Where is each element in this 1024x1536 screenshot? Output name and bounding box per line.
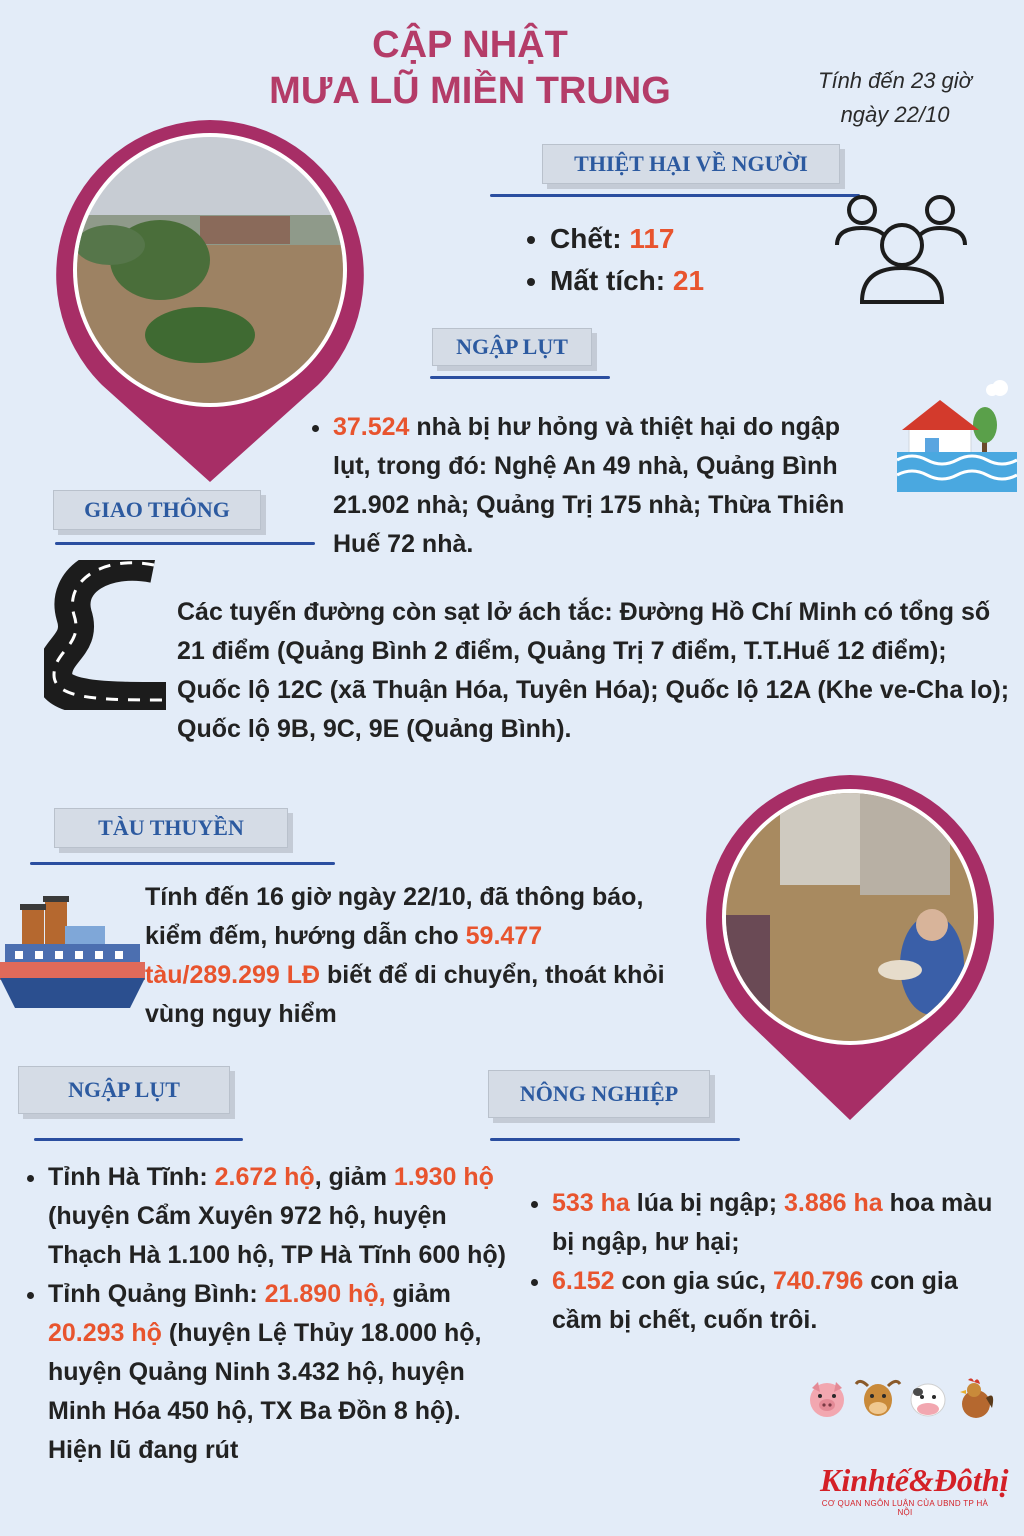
title-line-2: MƯA LŨ MIỀN TRUNG <box>269 70 671 112</box>
tag-underline <box>490 1138 740 1141</box>
missing-value: 21 <box>672 265 705 296</box>
ngap-lut-2-list <box>20 1158 510 1470</box>
tag-underline <box>490 194 860 197</box>
giao-thong-text: Các tuyến đường còn sạt lở ách tắc: Đường Hồ Chí Minh có tổng số 21 điểm (Quảng Bình 2 điểm, Quảng Trị 7 điểm, T.T.Huế 12 điểm); Quốc lộ 12C (xã Thuận Hóa, Tuyên Hóa); Quốc lộ 12A (Khe ve-Cha lo); Quốc lộ 9B, 9C, 9E (Quảng Bình). <box>177 598 1010 743</box>
dateline-1: Tính đến 23 giờ <box>818 68 972 93</box>
tag-label: NGẬP LỤT <box>432 328 592 366</box>
list-item: • Mất tích: 21 <box>550 260 782 302</box>
title-line-1: CẬP NHẬT <box>372 24 568 66</box>
list-item: • Chết: 117 <box>550 218 782 260</box>
tag-underline <box>55 542 315 545</box>
tag-underline <box>30 862 335 865</box>
logo-subtitle: CƠ QUAN NGÔN LUẬN CỦA UBND TP HÀ NỘI <box>821 1499 989 1517</box>
road-icon <box>44 560 169 710</box>
tag-label: TÀU THUYỀN <box>54 808 288 848</box>
list-item: • 37.524 nhà bị hư hỏng và thiệt hại do ngập lụt, trong đó: Nghệ An 49 nhà, Quảng Bình 21.902 nhà; Quảng Trị 175 nhà; Thừa Thiên Huế 72 nhà. <box>333 408 880 564</box>
tag-ngap-lut-1 <box>430 328 610 380</box>
ngap-lut-1-text <box>305 408 880 564</box>
tag-label: NGẬP LỤT <box>18 1066 230 1114</box>
list-item: • 533 ha lúa bị ngập; 3.886 ha hoa màu bị ngập, hư hại; <box>552 1184 994 1262</box>
cow-icon <box>906 1378 950 1420</box>
people-icon <box>832 190 972 310</box>
tag-thiet-hai-ve-nguoi <box>490 144 860 200</box>
tau-value: 59.477 tàu/289.299 LĐ <box>145 922 543 989</box>
flooded-house-icon <box>897 380 1017 495</box>
tag-nong-nghiep <box>488 1070 740 1142</box>
tag-ngap-lut-2 <box>18 1066 243 1142</box>
rooster-icon <box>956 1376 996 1422</box>
nong-nghiep-list <box>524 1184 994 1340</box>
tag-giao-thong <box>45 490 315 546</box>
map-pin-rescue-photo <box>700 775 1000 1125</box>
pig-icon <box>806 1378 848 1420</box>
tau-thuyen-text: Tính đến 16 giờ ngày 22/10, đã thông báo, kiểm đếm, hướng dẫn cho 59.477 tàu/289.299 LĐ biết để di chuyển, thoát khỏi vùng nguy hiểm <box>145 883 665 1028</box>
ship-icon <box>0 896 145 1011</box>
dateline-2: ngày 22/10 <box>840 102 950 127</box>
tag-underline <box>34 1138 243 1141</box>
tag-label: GIAO THÔNG <box>53 490 261 530</box>
list-item-quang-binh: • Tỉnh Quảng Bình: 21.890 hộ, giảm 20.293 hộ (huyện Lệ Thủy 18.000 hộ, huyện Quảng Ninh 3.432 hộ, huyện Minh Hóa 450 hộ, TX Ba Đồn 8 hộ). Hiện lũ đang rút <box>48 1275 510 1470</box>
people-stats <box>522 218 782 302</box>
publisher-logo <box>820 1462 1009 1517</box>
logo-text: Kinhtế&Đôthị <box>820 1462 1009 1498</box>
list-item-ha-tinh: • Tỉnh Hà Tĩnh: 2.672 hộ, giảm 1.930 hộ (huyện Cẩm Xuyên 972 hộ, huyện Thạch Hà 1.100 hộ, TP Hà Tĩnh 600 hộ) <box>48 1158 510 1275</box>
list-item: • 6.152 con gia súc, 740.796 con gia cầm bị chết, cuốn trôi. <box>552 1262 994 1340</box>
tag-label: THIỆT HẠI VỀ NGƯỜI <box>542 144 840 184</box>
dateline <box>790 64 1000 132</box>
tag-tau-thuyen <box>30 808 335 866</box>
tag-underline <box>430 376 610 379</box>
buffalo-icon <box>854 1376 902 1420</box>
tag-label: NÔNG NGHIỆP <box>488 1070 710 1118</box>
dead-value: 117 <box>629 223 675 254</box>
